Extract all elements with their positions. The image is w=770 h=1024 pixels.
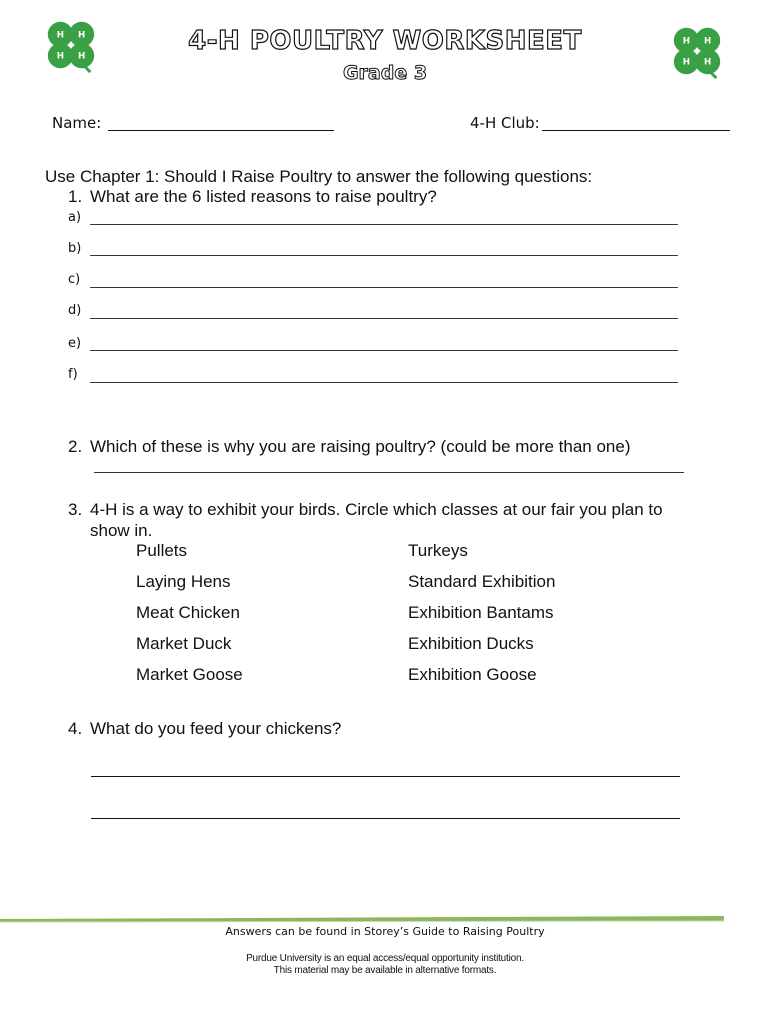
answer-line-d[interactable] xyxy=(90,318,678,319)
question-1-number: 1. xyxy=(68,187,83,206)
answer-line-q4-1[interactable] xyxy=(91,776,680,777)
question-3-number: 3. xyxy=(68,500,83,519)
svg-text:H: H xyxy=(77,30,86,41)
class-option-exhibition-goose[interactable]: Exhibition Goose xyxy=(408,665,537,684)
class-option-market-duck[interactable]: Market Duck xyxy=(136,634,232,653)
question-3-text-line1: 4-H is a way to exhibit your birds. Circle which classes at our fair you plan to xyxy=(90,500,663,519)
svg-text:H: H xyxy=(682,36,691,47)
svg-text:H: H xyxy=(682,57,691,68)
answer-line-e[interactable] xyxy=(90,350,678,351)
answer-line-b[interactable] xyxy=(90,255,678,256)
answer-letter: e) xyxy=(68,336,82,351)
class-option-turkeys[interactable]: Turkeys xyxy=(408,541,468,560)
answer-letter: b) xyxy=(68,241,82,256)
answer-letter: c) xyxy=(68,272,81,287)
grade-subtitle: Grade 3 xyxy=(342,62,428,84)
answer-line-c[interactable] xyxy=(90,287,678,288)
answer-letter: a) xyxy=(68,210,82,225)
question-2-number: 2. xyxy=(68,437,83,456)
name-field[interactable] xyxy=(108,130,334,131)
svg-text:H: H xyxy=(77,51,86,62)
answer-line-f[interactable] xyxy=(90,382,678,383)
question-2-text: Which of these is why you are raising poultry? (could be more than one) xyxy=(90,437,631,456)
disclaimer-line-1: Purdue University is an equal access/equal opportunity institution. xyxy=(246,953,524,964)
worksheet-title: 4-H POULTRY WORKSHEET xyxy=(188,26,582,56)
name-label: Name: xyxy=(52,114,102,132)
svg-text:H: H xyxy=(703,57,712,68)
class-option-pullets[interactable]: Pullets xyxy=(136,541,188,560)
class-option-standard-exhibition[interactable]: Standard Exhibition xyxy=(408,572,556,591)
disclaimer-line-2: This material may be available in alternative formats. xyxy=(273,965,497,976)
answer-letter: f) xyxy=(68,367,78,382)
svg-text:H: H xyxy=(56,51,65,62)
class-option-market-goose[interactable]: Market Goose xyxy=(136,665,243,684)
answer-line-q4-2[interactable] xyxy=(91,818,680,819)
club-field[interactable] xyxy=(542,130,730,131)
answer-letter: d) xyxy=(68,303,82,318)
answer-line-q2[interactable] xyxy=(94,472,684,473)
instructions-text: Use Chapter 1: Should I Raise Poultry to answer the following questions: xyxy=(45,167,593,186)
question-3-text-line2: show in. xyxy=(90,521,153,540)
svg-text:H: H xyxy=(703,36,712,47)
club-label: 4-H Club: xyxy=(470,114,540,132)
question-4-text: What do you feed your chickens? xyxy=(90,719,342,738)
answer-line-a[interactable] xyxy=(90,224,678,225)
class-option-laying-hens[interactable]: Laying Hens xyxy=(136,572,231,591)
footer-rule xyxy=(0,914,770,924)
svg-text:H: H xyxy=(56,30,65,41)
answers-note: Answers can be found in Storey’s Guide to Raising Poultry xyxy=(225,925,545,938)
class-option-exhibition-bantams[interactable]: Exhibition Bantams xyxy=(408,603,554,622)
class-option-meat-chicken[interactable]: Meat Chicken xyxy=(136,603,240,622)
question-4-number: 4. xyxy=(68,719,83,738)
question-1-text: What are the 6 listed reasons to raise poultry? xyxy=(90,187,437,206)
class-option-exhibition-ducks[interactable]: Exhibition Ducks xyxy=(408,634,534,653)
